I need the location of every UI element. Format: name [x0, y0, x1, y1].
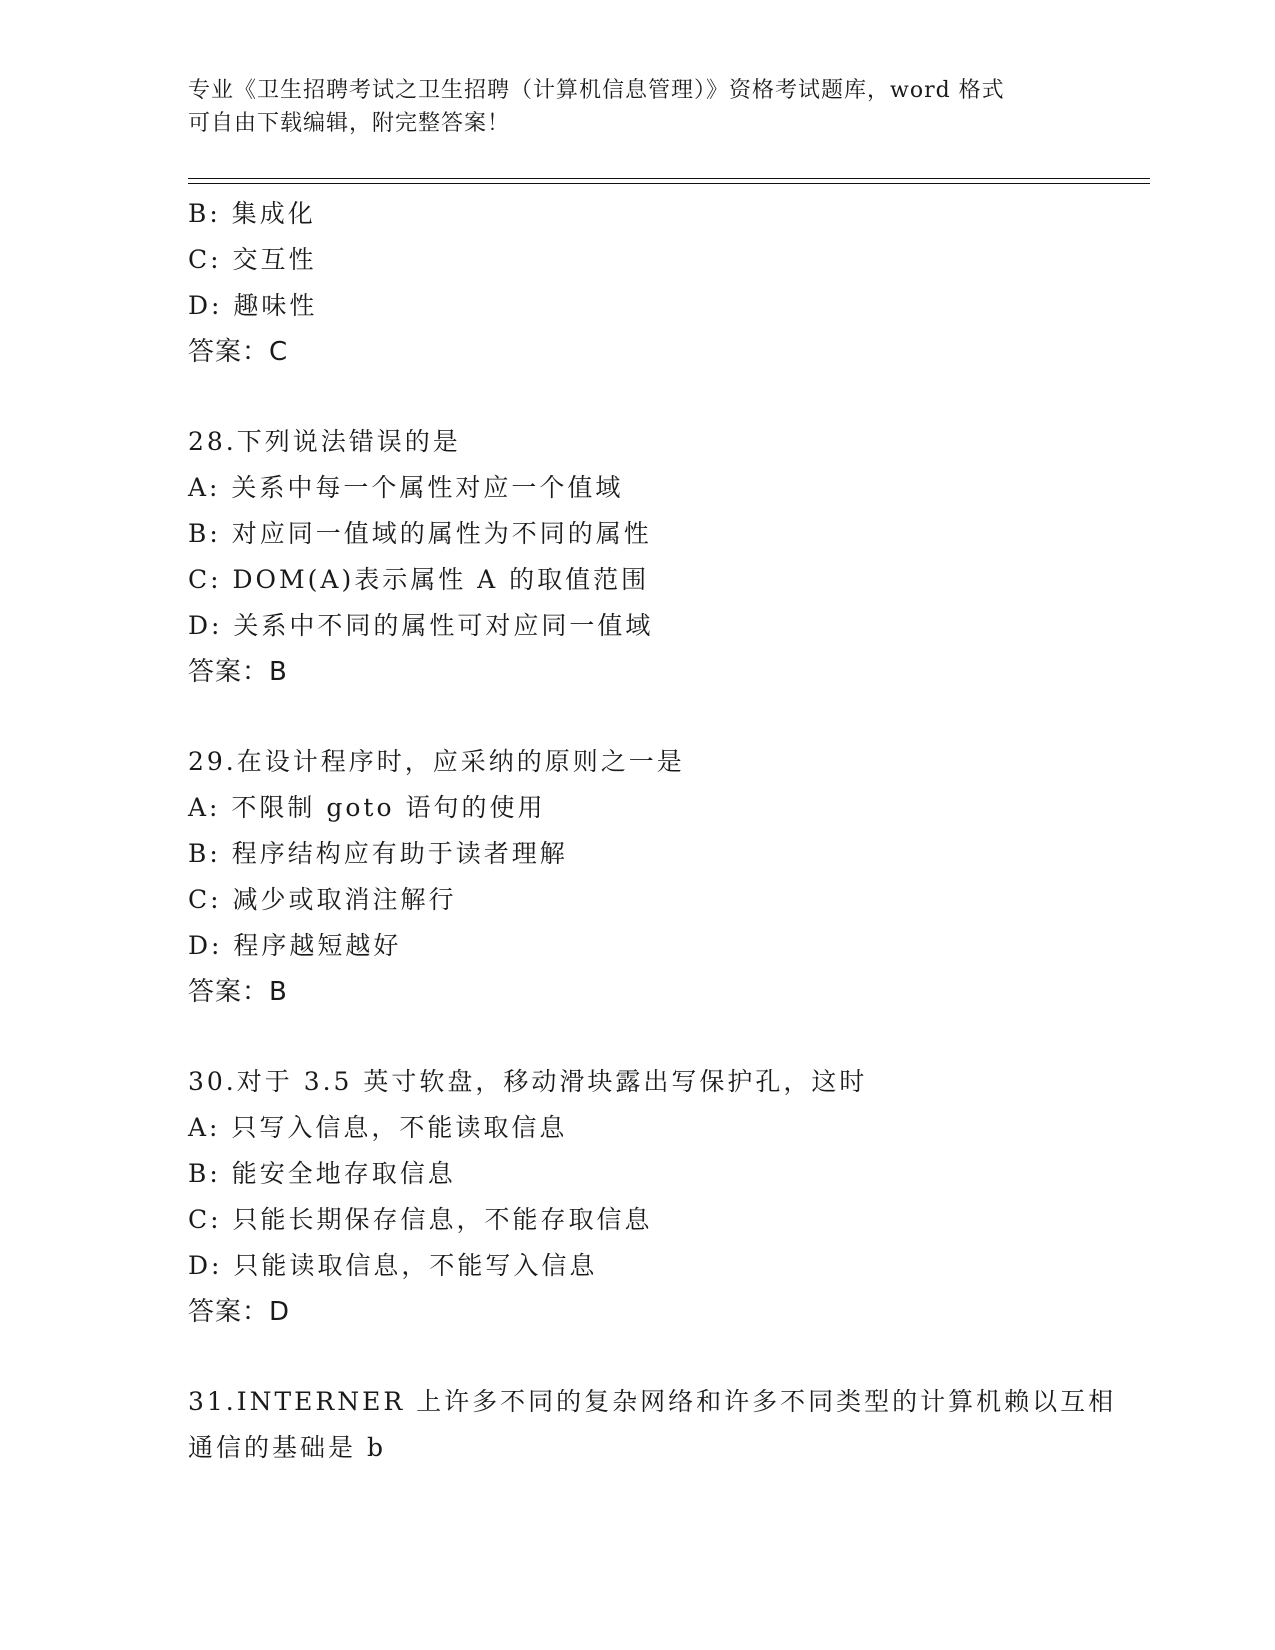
question-text: 30.对于 3.5 英寸软盘，移动滑块露出写保护孔，这时	[188, 1067, 868, 1096]
option-d: D: 趣味性	[188, 291, 318, 320]
spacer	[188, 1335, 1150, 1379]
option-a: A: 不限制 goto 语句的使用	[188, 793, 546, 822]
answer-line: 答案：B	[188, 977, 288, 1007]
option-c: C: DOM(A)表示属性 A 的取值范围	[188, 565, 650, 594]
option-d: D: 程序越短越好	[188, 931, 402, 960]
question-text: 28.下列说法错误的是	[188, 427, 461, 456]
option-b: B: 程序结构应有助于读者理解	[188, 839, 568, 868]
spacer	[188, 375, 1150, 419]
answer-line: 答案：C	[188, 337, 289, 367]
spacer	[188, 695, 1150, 739]
header-divider-top	[188, 178, 1150, 179]
header-divider-bottom	[188, 183, 1150, 184]
option-a: A: 只写入信息，不能读取信息	[188, 1113, 568, 1142]
question-list	[188, 191, 1150, 1471]
answer-line: 答案：B	[188, 657, 288, 687]
option-d: D: 只能读取信息，不能写入信息	[188, 1251, 598, 1280]
option-a: A: 关系中每一个属性对应一个值域	[188, 473, 624, 502]
question-block-27	[188, 191, 1150, 375]
question-text: 29.在设计程序时，应采纳的原则之一是	[188, 747, 685, 776]
question-block-31	[188, 1379, 1150, 1471]
answer-line: 答案：D	[188, 1297, 291, 1327]
header-line-1: 专业《卫生招聘考试之卫生招聘（计算机信息管理）》资格考试题库，word 格式	[188, 78, 1005, 103]
option-c: C: 减少或取消注解行	[188, 885, 457, 914]
question-text-line-1: 31.INTERNER 上许多不同的复杂网络和许多不同类型的计算机赖以互相	[188, 1387, 1117, 1416]
question-block-28	[188, 419, 1150, 695]
option-b: B: 对应同一值域的属性为不同的属性	[188, 519, 652, 548]
option-d: D: 关系中不同的属性可对应同一值域	[188, 611, 654, 640]
option-b: B: 集成化	[188, 199, 316, 228]
option-c: C: 交互性	[188, 245, 317, 274]
option-b: B: 能安全地存取信息	[188, 1159, 456, 1188]
option-c: C: 只能长期保存信息，不能存取信息	[188, 1205, 653, 1234]
header-line-2: 可自由下载编辑，附完整答案！	[188, 111, 511, 136]
document-header	[188, 74, 1088, 140]
question-block-30	[188, 1059, 1150, 1335]
question-text-line-2: 通信的基础是 b	[188, 1433, 386, 1462]
spacer	[188, 1015, 1150, 1059]
question-block-29	[188, 739, 1150, 1015]
